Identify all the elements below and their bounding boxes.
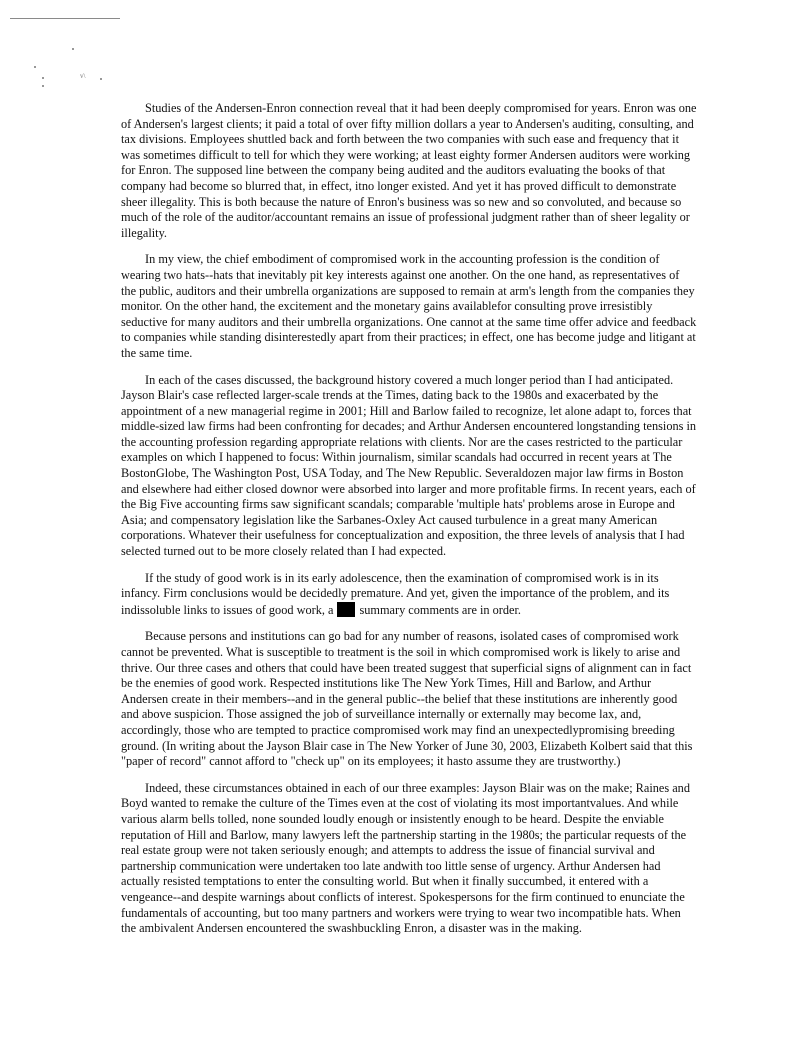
paragraph-4-text-before: If the study of good work is in its early adolescence, then the examination of compromised work is in its infancy. Firm conclusions would be decidedly premature. And yet, given the importance of the problem, and its indissoluble links to issues of good work, a bbox=[121, 570, 670, 617]
scan-speck bbox=[72, 48, 74, 50]
paragraph-2: In my view, the chief embodiment of compromised work in the accounting profession is the condition of wearing two hats--hats that inevitably pit key interests against one another. On the one hand, as representatives of the public, auditors and their umbrella organizations are supposed to remain at arm's length from the companies they monitor. On the other hand, the excitement and the monetary gains availablefor consulting prove irresistibly seductive for many auditors and their umbrella organizations. One cannot at the same time offer advice and feedback to companies while standing disinterestedly apart from their practices; in effect, one has become judge and litigant at the same time. bbox=[121, 252, 697, 360]
redaction-block bbox=[337, 602, 355, 617]
paragraph-4-text-after: summary comments are in order. bbox=[359, 602, 521, 617]
paragraph-6: Indeed, these circumstances obtained in each of our three examples: Jayson Blair was on the make; Raines and Boyd wanted to remake the culture of the Times even at the cost of violating its most importantvalues. And while various alarm bells tolled, none sounded loudly enough or insistently enough to be heard. Despite the enviable reputation of Hill and Barlow, many lawyers left the partnership starting in the 1980s; the particular requests of the real estate group were not taken seriously enough; and attempts to address the issue of financial survival and partnership communication were undertaken too late andwith too little sense of urgency. Arthur Andersen had actually resisted temptations to enter the consulting world. But when it finally succumbed, it entered with a vengeance--and despite warnings about conflicts of interest. Spokespersons for the firm continued to enunciate the fundamentals of accounting, but too many partners and workers were trying to wear two incompatible hats. When the ambivalent Andersen encountered the swashbuckling Enron, a disaster was in the making. bbox=[121, 780, 690, 936]
scan-speck bbox=[34, 66, 36, 68]
document-body bbox=[121, 101, 697, 948]
paragraph-5: Because persons and institutions can go bad for any number of reasons, isolated cases of compromised work cannot be prevented. What is susceptible to treatment is the soil in which compromised work is likely to arise and thrive. Our three cases and others that could have been treated suggest that superficial signs of alignment can in fact be the enemies of good work. Respected institutions like The New York Times, Hill and Barlow, and Arthur Andersen create in their members--and in the general public--the belief that these institutions are inherently good and above suspicion. Those assigned the job of surveillance internally or externally may become lax, and, accordingly, those who are tempted to practice compromised work may find an unexpectedlypromising breeding ground. (In writing about the Jayson Blair case in The New Yorker of June 30, 2003, Elizabeth Kolbert said that this "paper of record" cannot afford to "check up" on its employees; it hasto assume they are trustworthy.) bbox=[121, 629, 693, 769]
scan-speck-mark: v\ bbox=[80, 72, 86, 80]
scan-speck bbox=[42, 85, 44, 87]
scan-speck bbox=[100, 78, 102, 80]
scan-speck bbox=[42, 77, 44, 79]
paragraph-4 bbox=[121, 571, 697, 619]
paragraph-1: Studies of the Andersen-Enron connection reveal that it had been deeply compromised for years. Enron was one of Andersen's largest clients; it paid a total of over fifty million dollars a year to Andersen's auditing, consulting, and tax divisions. Employees shuttled back and forth between the two companies with such ease and frequency that it was sometimes difficult to tell for which they were working; at least eighty former Andersen auditors were working for Enron. The supposed line between the company being audited and the auditors evaluating the books of that company had become so blurred that, in effect, itno longer existed. And yet it has proved difficult to demonstrate sheer illegality. This is both because the nature of Enron's business was so new and so convoluted, and because so much of the role of the auditor/accountant remains an issue of professional judgment rather than of sheer legality or illegality. bbox=[121, 101, 697, 240]
scan-artifact-line bbox=[10, 18, 120, 19]
paragraph-3: In each of the cases discussed, the background history covered a much longer period than I had anticipated. Jayson Blair's case reflected larger-scale trends at the Times, dating back to the 1980s and exacerbated by the appointment of a new managerial regime in 2001; Hill and Barlow failed to recognize, let alone adapt to, forces that middle-sized law firms had been confronting for decades; and Arthur Andersen encountered longstanding tensions in the accounting profession regarding appropriate relations with clients. Nor are the cases restricted to the particular examples on which I happened to focus: Within journalism, similar scandals had occurred in recent years at The BostonGlobe, The Washington Post, USA Today, and The New Republic. Severaldozen major law firms in Boston and elsewhere had either closed downor were absorbed into larger and more profitable firms. In recent years, each of the Big Five accounting firms saw significant scandals; comparable 'multiple hats' problems arose in Europe and Asia; and compensatory legislation like the Sarbanes-Oxley Act caused turbulence in a great many American corporations. Whatever their usefulness for conceptualization and exposition, the three levels of analysis that I had selected turned out to be more closely related than I had expected. bbox=[121, 372, 697, 559]
